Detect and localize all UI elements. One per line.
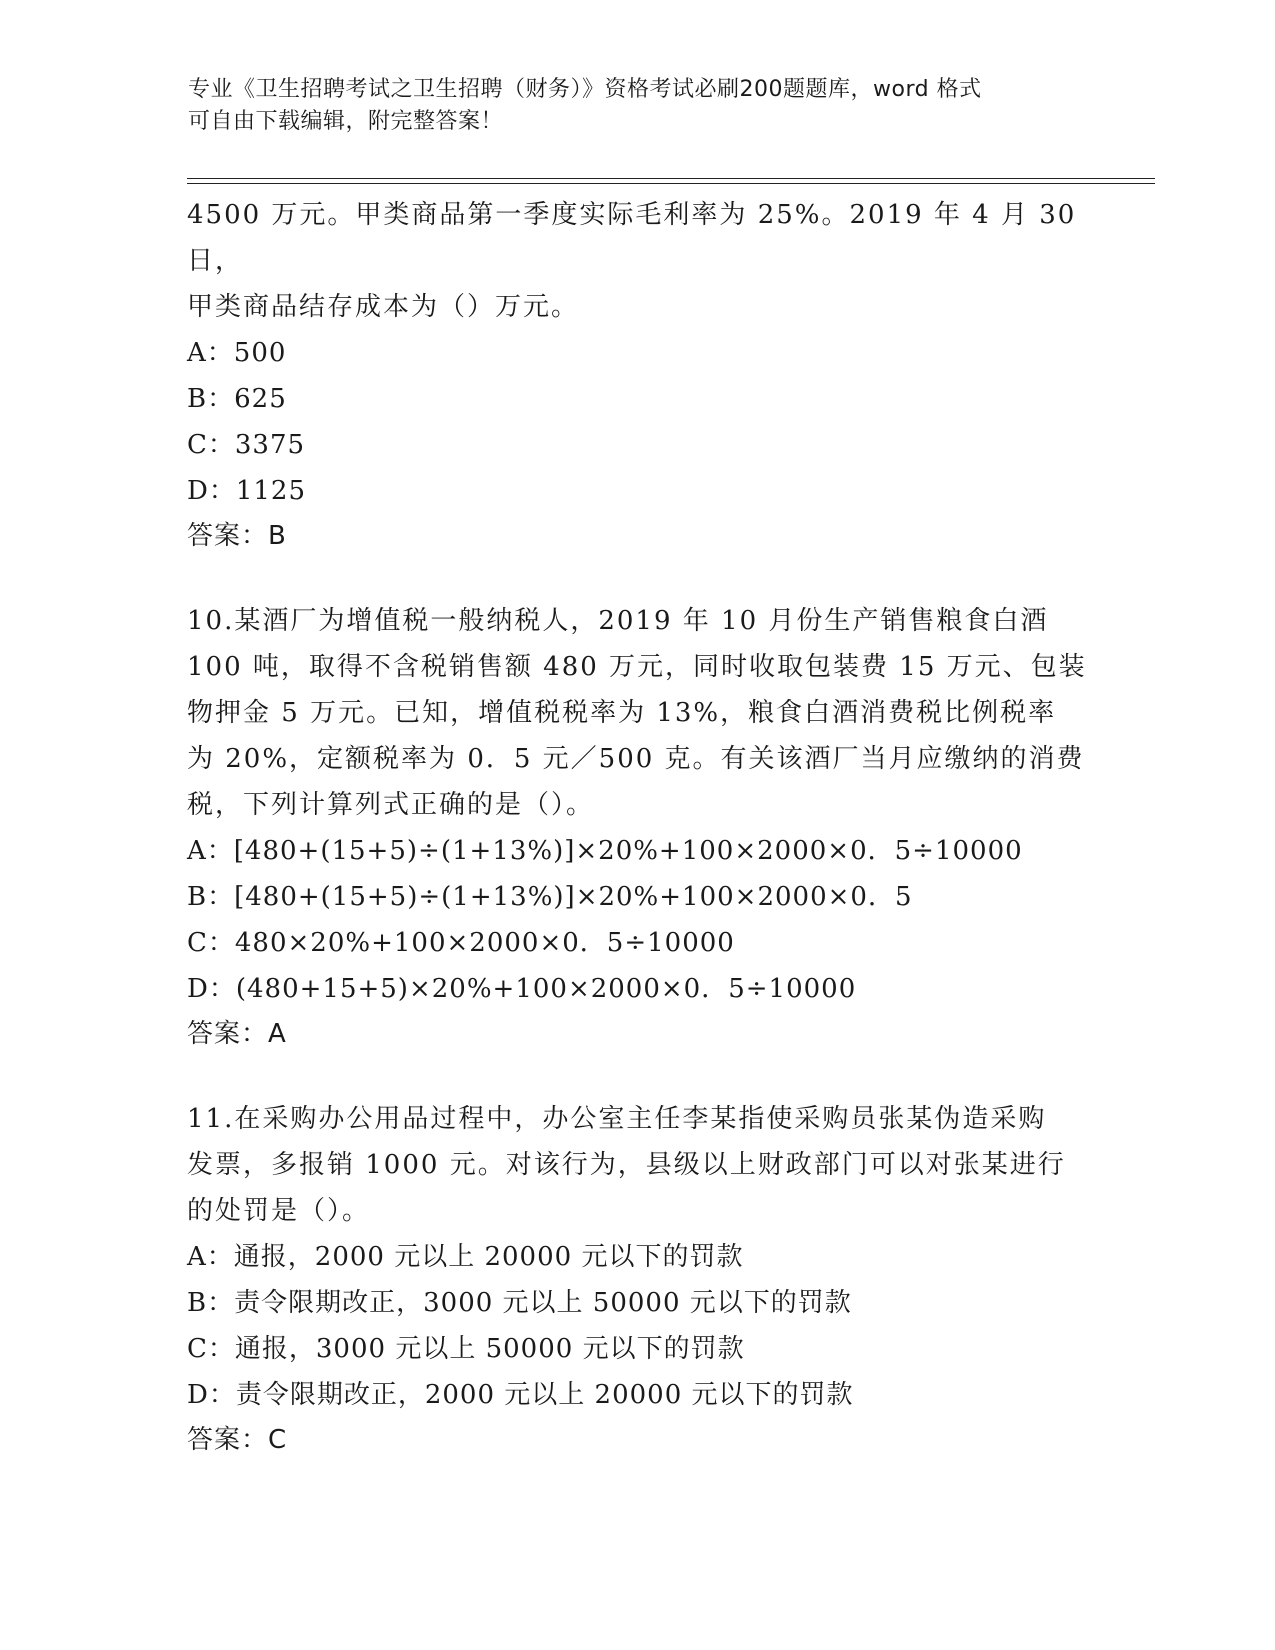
question-text-line: 100 吨，取得不含税销售额 480 万元，同时收取包装费 15 万元、包装 xyxy=(187,652,1087,682)
header-line-1: 专业《卫生招聘考试之卫生招聘（财务）》资格考试必刷200题题库，word 格式 xyxy=(188,77,982,102)
answer: 答案：B xyxy=(187,521,287,551)
question-9 xyxy=(187,192,1087,558)
answer: 答案：C xyxy=(187,1425,288,1455)
option-a: A：[480+(15+5)÷(1+13%)]×20%+100×2000×0．5÷10000 xyxy=(187,836,1023,866)
answer: 答案：A xyxy=(187,1019,287,1049)
header-rule-top xyxy=(187,178,1155,179)
option-c: C：480×20%+100×2000×0．5÷10000 xyxy=(187,928,735,958)
option-b: B：[480+(15+5)÷(1+13%)]×20%+100×2000×0．5 xyxy=(187,882,913,912)
question-text-line: 为 20%，定额税率为 0．5 元／500 克。有关该酒厂当月应缴纳的消费 xyxy=(187,744,1085,774)
question-text-line: 11.在采购办公用品过程中，办公室主任李某指使采购员张某伪造采购 xyxy=(187,1104,1047,1134)
document-body xyxy=(187,192,1087,1462)
option-a: A：通报，2000 元以上 20000 元以下的罚款 xyxy=(187,1242,744,1272)
option-b: B：责令限期改正，3000 元以上 50000 元以下的罚款 xyxy=(187,1288,852,1318)
question-10 xyxy=(187,598,1087,1056)
question-text-line: 发票，多报销 1000 元。对该行为，县级以上财政部门可以对张某进行 xyxy=(187,1150,1066,1180)
option-d: D：1125 xyxy=(187,476,307,506)
option-a: A：500 xyxy=(187,338,287,368)
option-b: B：625 xyxy=(187,384,287,414)
question-text-line: 税，下列计算列式正确的是（）。 xyxy=(187,790,595,820)
option-c: C：3375 xyxy=(187,430,306,460)
option-d: D：责令限期改正，2000 元以上 20000 元以下的罚款 xyxy=(187,1380,854,1410)
header-line-2: 可自由下载编辑，附完整答案！ xyxy=(188,109,504,134)
page-header xyxy=(188,74,1088,138)
header-rule-bottom xyxy=(187,183,1155,184)
question-text-line: 的处罚是（）。 xyxy=(187,1196,371,1226)
option-d: D：(480+15+5)×20%+100×2000×0．5÷10000 xyxy=(187,974,857,1004)
question-text-line: 物押金 5 万元。已知，增值税税率为 13%，粮食白酒消费税比例税率 xyxy=(187,698,1057,728)
question-text-line: 甲类商品结存成本为（）万元。 xyxy=(187,292,580,322)
question-text-line: 10.某酒厂为增值税一般纳税人，2019 年 10 月份生产销售粮食白酒 xyxy=(187,606,1049,636)
question-text-line: 4500 万元。甲类商品第一季度实际毛利率为 25%。2019 年 4 月 30 日， xyxy=(187,200,1077,276)
question-11 xyxy=(187,1096,1087,1462)
option-c: C：通报，3000 元以上 50000 元以下的罚款 xyxy=(187,1334,745,1364)
